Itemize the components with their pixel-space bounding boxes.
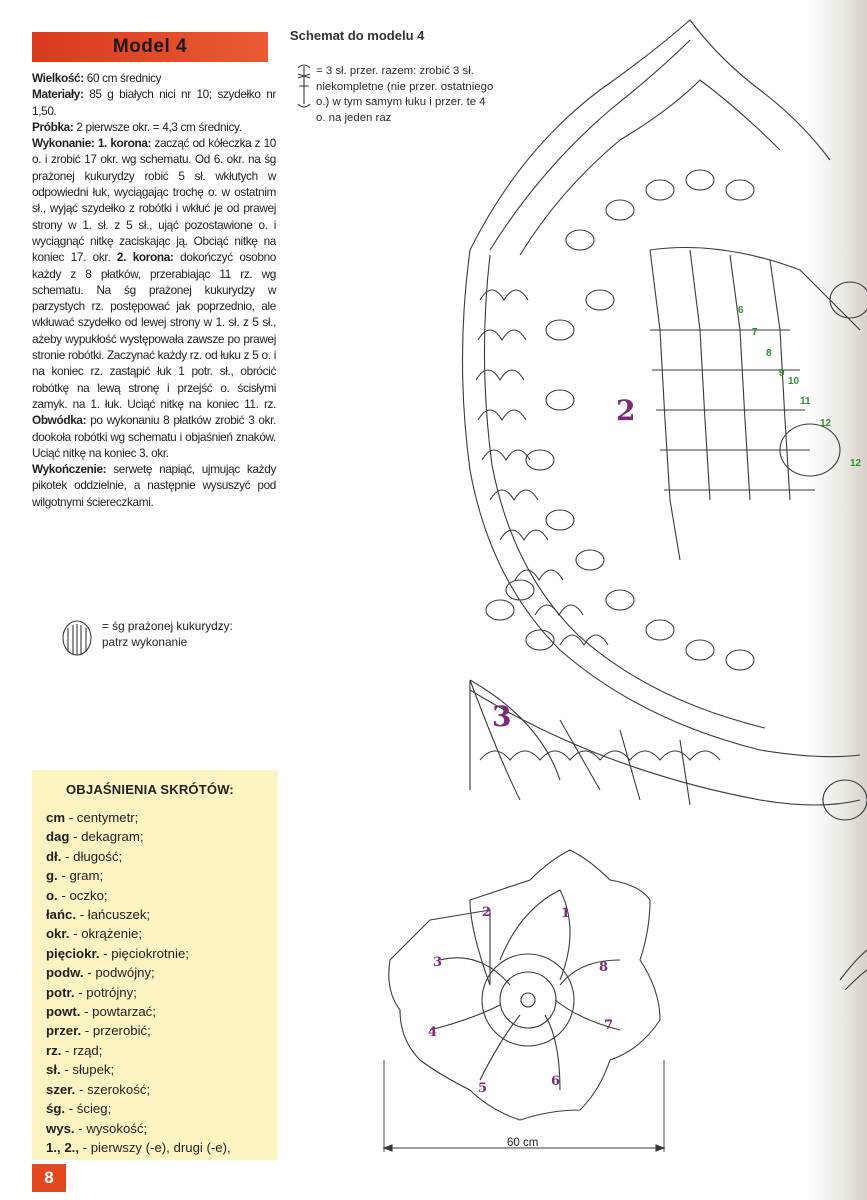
abbreviation-item: rz. - rząd;	[46, 1042, 103, 1058]
instructions-text	[32, 70, 276, 510]
abbreviations-list	[46, 808, 231, 1157]
row-number: 7	[752, 327, 758, 338]
abbreviation-item: okr. - okrążenie;	[46, 926, 143, 942]
spec-execution: Wykonanie: 1. korona: zacząć od kółeczka z 10 o. i zrobić 17 okr. wg schematu. Od 6. okr. na śg prażonej kukurydzy robić 5 sł. wkłutych w odpowiedni łuk, wyciągając trochę o. w ostatnim sł., wyjąć szydełko z robótki i wkłuć je od prawej strony w 1. sł. z 5 sł., ująć pozostawione o. i wyciągnąć nitkę zaciskając ją. Obciąć nitkę na koniec 17. okr. 2. korona: dokończyć osobno każdy z 8 płatków, przerabiając 11 rz. wg schematu. Na śg prażonej kukurydzy w parzystych rz. postępować jak poprzednio, ale wkłuwać szydełko od lewej strony w 1. sł. z 5 sł., ażeby wypukłość występowała zawsze po prawej stronie robótki. Zaczynać każdy rz. od łuku z 5 o. i na koniec rz. zastąpić łuk 1 potr. sł., obrócić robótkę na lewą stronę i przejść o. ścisłymi zamyk. na 1. łuk. Uciąć nitkę na koniec 11. rz. Obwódka: po wykonaniu 8 płatków zrobić 3 okr. dookoła robótki wg schematu i objaśnień znaków. Uciąć nitkę na koniec 3. okr.	[32, 136, 276, 460]
diameter-label: 60 cm	[507, 1137, 539, 1149]
abbreviation-item: o. - oczko;	[46, 887, 108, 903]
abbreviation-item: podw. - podwójny;	[46, 965, 155, 981]
abbreviation-item: 1., 2., - pierwszy (-e), drugi (-e),	[46, 1139, 231, 1155]
abbreviation-item: cm - centymetr;	[46, 810, 139, 825]
row-number: 12	[820, 418, 832, 429]
row-number: 11	[800, 396, 811, 407]
abbreviations-title: OBJAŚNIENIA SKRÓTÓW:	[66, 782, 234, 797]
abbreviation-item: potr. - potrójny;	[46, 984, 137, 1000]
model-title-banner: Model 4	[32, 32, 268, 62]
petal-number-6: 6	[551, 1074, 561, 1089]
abbreviation-item: szer. - szerokość;	[46, 1081, 151, 1097]
petal-number-5: 5	[478, 1081, 488, 1096]
row-number: 10	[788, 376, 800, 387]
three-dc-icon	[294, 64, 312, 108]
petal-number-4: 4	[428, 1025, 438, 1040]
popcorn-legend-text: = śg prażonej kukurydzy: patrz wykonanie	[102, 619, 233, 649]
abbreviation-item: g. - gram;	[46, 868, 104, 884]
three-dc-legend-text: = 3 sł. przer. razem: zrobić 3 sł. niekompletne (nie przer. ostatniego o.) w tym samym łuku i przer. te 4 o. na jeden raz	[316, 65, 494, 124]
row-number: 9	[779, 368, 785, 379]
spec-size: Wielkość: 60 cm średnicy	[32, 71, 162, 85]
popcorn-legend	[62, 618, 252, 658]
abbreviation-item: dag - dekagram;	[46, 829, 144, 845]
spec-gauge: Próbka: 2 pierwsze okr. = 4,3 cm średnicy.	[32, 119, 242, 134]
petal-number-8: 8	[599, 960, 609, 975]
abbreviations-box	[32, 770, 278, 1160]
abbreviation-item: śg. - ścieg;	[46, 1101, 112, 1117]
abbreviation-item: dł. - długość;	[46, 848, 123, 864]
section-label-3: 3	[492, 700, 512, 733]
page-number: 8	[32, 1164, 66, 1192]
abbreviation-item: powt. - powtarzać;	[46, 1004, 156, 1020]
abbreviation-item: łańc. - łańcuszek;	[46, 907, 151, 923]
spec-materials: Materiały: 85 g białych nici nr 10; szydełko nr 1,50.	[32, 87, 276, 118]
popcorn-icon	[62, 618, 96, 658]
petal-number-7: 7	[604, 1018, 614, 1033]
scheme-title: Schemat do modelu 4	[290, 28, 425, 43]
petal-number-2: 2	[482, 905, 492, 920]
row-number: 6	[738, 305, 744, 316]
row-number: 12	[850, 458, 862, 469]
abbreviation-item: pięciokr. - pięciokrotnie;	[46, 945, 189, 961]
abbreviation-item: wys. - wysokość;	[46, 1120, 148, 1136]
abbreviation-item: przer. - przerobić;	[46, 1023, 151, 1039]
abbreviation-item: sł. - słupek;	[46, 1062, 115, 1078]
row-number: 8	[766, 348, 772, 359]
section-label-2: 2	[616, 394, 636, 427]
spec-finishing: Wykończenie: serwetę napiąć, ujmując każdy pikotek oddzielnie, a następnie wysuszyć pod wilgotnymi ściereczkami.	[32, 462, 276, 509]
three-dc-legend	[294, 64, 496, 126]
petal-number-3: 3	[433, 955, 443, 970]
petal-number-1: 1	[561, 906, 571, 921]
